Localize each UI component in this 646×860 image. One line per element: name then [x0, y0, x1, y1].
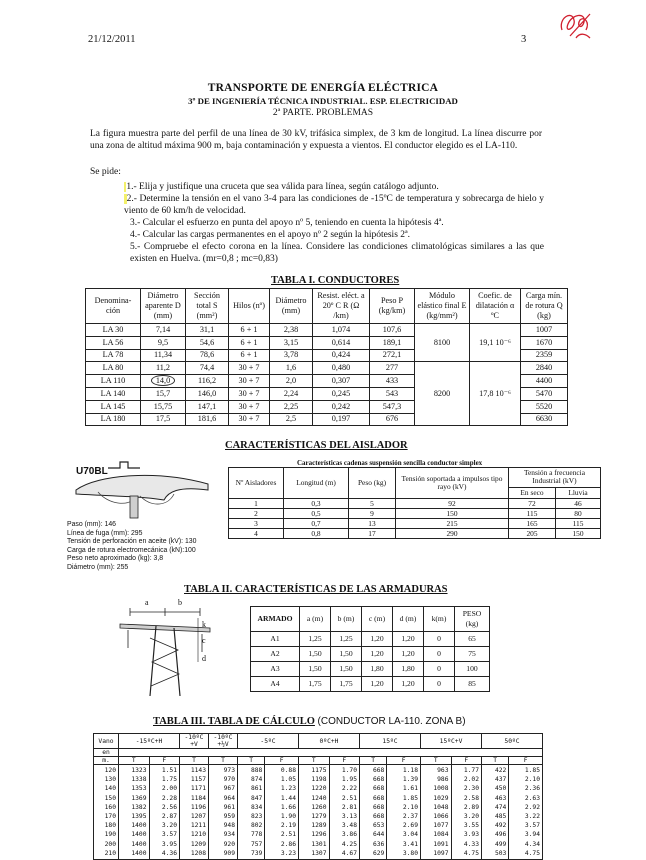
- table3-cell: 1382: [131, 803, 147, 811]
- table3-cell: 474: [494, 803, 507, 811]
- table3-cell: 3.23: [280, 849, 296, 857]
- table3-cell: 3.48: [341, 822, 357, 830]
- table3-column: [299, 765, 330, 860]
- table3-cell: 2.58: [463, 794, 479, 802]
- modulo-group-a: 8100: [415, 324, 470, 362]
- table-row: 4 0,8 17 290 205 150: [229, 529, 601, 539]
- table3-cell: 1029: [433, 794, 449, 802]
- table3-cell: 986: [437, 776, 449, 784]
- dim-label-k: k: [202, 620, 206, 629]
- table3-cell: 2.10: [524, 776, 540, 784]
- table3-cell: 847: [250, 794, 263, 802]
- document-date: 21/12/2011: [88, 34, 136, 45]
- table3-column: [421, 765, 452, 860]
- table3-cell: 1220: [311, 785, 327, 793]
- table3-cell: 861: [250, 785, 263, 793]
- table3-column: [387, 765, 421, 860]
- dim-label-d: d: [202, 654, 206, 663]
- course-title: TRANSPORTE DE ENERGÍA ELÉCTRICA: [207, 82, 439, 94]
- table3-cell: 1400: [131, 840, 147, 848]
- insulator-prop: Línea de fuga (mm): 295: [67, 529, 143, 537]
- question-5: 5.- Compruebe el efecto corona en la línea. Considere las condiciones climatológicas similares a las que existen en Huelva. (mr=0,8 ; mc=0,83): [130, 242, 544, 264]
- table3-cell: 1175: [311, 767, 327, 774]
- circled-value: 14,0: [151, 375, 175, 386]
- part-title: 2ª PARTE. PROBLEMAS: [272, 108, 374, 118]
- table3-cell: 3.04: [402, 831, 418, 839]
- table3-cell: 160: [104, 803, 116, 811]
- question-3: 3.- Calcular el esfuerzo en punta del apoyo nº 5, teniendo en cuenta la hipótesis 4ª.: [130, 218, 444, 228]
- table3-cell: 2.36: [524, 785, 540, 793]
- table3-cell: 909: [223, 849, 235, 857]
- crossarm-table: [250, 606, 490, 692]
- table3-cell: 1171: [190, 785, 206, 793]
- table-row: LA 80 11,2 74,4 30 + 7 1,6 0,480 277 8200 17,8 10⁻⁶ 2840: [86, 362, 568, 375]
- table3-cell: 1.18: [402, 767, 418, 774]
- table3-cell: 1084: [433, 831, 449, 839]
- table3-cell: 1369: [131, 794, 147, 802]
- table3-cell: 668: [372, 794, 385, 802]
- table3-cell: 668: [372, 785, 385, 793]
- table3-cell: 4.34: [524, 840, 540, 848]
- table-row: 3 0,7 13 215 165 115: [229, 519, 601, 529]
- table3-cell: 3.95: [161, 840, 177, 848]
- table-header-row: en: [94, 749, 543, 757]
- table3-cell: 2.92: [524, 803, 540, 811]
- table3-cell: 190: [104, 831, 116, 839]
- table3-column: [482, 765, 509, 860]
- col-header: Diámetro aparente D (mm): [141, 289, 186, 324]
- table3-cell: 1.66: [280, 803, 296, 811]
- table3-cell: 2.51: [341, 794, 357, 802]
- col-header: Denomina-ción: [86, 289, 141, 324]
- table3-cell: 1296: [311, 831, 327, 839]
- table3-cell: 1.85: [402, 794, 418, 802]
- table-row: LA 78 11,34 78,6 6 + 1 3,78 0,424 272,1 2359: [86, 349, 568, 362]
- table3-cell: 1.39: [402, 776, 418, 784]
- table3-cell: 1260: [311, 803, 327, 811]
- table3-cell: 2.51: [280, 831, 296, 839]
- table3-cell: 150: [104, 794, 116, 802]
- table3-cell: 140: [104, 785, 116, 793]
- table3-cell: 1.75: [161, 776, 177, 784]
- table3-column: [209, 765, 238, 860]
- table3-cell: 1400: [131, 831, 147, 839]
- insulator-section-title: CARACTERÍSTICAS DEL AISLADOR: [225, 440, 408, 451]
- table3-cell: 3.94: [524, 831, 540, 839]
- table3-cell: 2.89: [463, 803, 479, 811]
- table3-cell: 2.30: [463, 785, 479, 793]
- table3-cell: 3.86: [341, 831, 357, 839]
- table3-cell: 3.22: [524, 813, 540, 821]
- table3-cell: 959: [223, 813, 235, 821]
- table3-cell: 970: [223, 776, 235, 784]
- question-4: 4.- Calcular las cargas permanentes en el apoyo nº 2 según la hipótesis 2ª.: [130, 230, 411, 240]
- crossarm-diagram: [110, 598, 220, 698]
- table3-cell: 2.22: [341, 785, 357, 793]
- dim-label-b: b: [178, 598, 182, 607]
- table3-cell: 1184: [190, 794, 206, 802]
- table-row: A2 1,50 1,50 1,20 1,20 0 75: [251, 647, 490, 662]
- table3-column: [238, 765, 265, 860]
- insulator-prop: Tensión de perforación en aceite (kV): 130: [67, 538, 197, 545]
- col-header: Diámetro (mm): [270, 289, 313, 324]
- table3-cell: 1.77: [463, 767, 479, 774]
- table3-cell: 1.85: [524, 767, 540, 774]
- table3-cell: 1323: [131, 767, 147, 774]
- table3-cell: 1353: [131, 785, 147, 793]
- table3-cell: 485: [494, 813, 507, 821]
- table3-cell: 644: [372, 831, 385, 839]
- table3-cell: 450: [494, 785, 507, 793]
- table3-cell: 1.70: [341, 767, 357, 774]
- table3-cell: 2.00: [161, 785, 177, 793]
- table3-title-main: TABLA III. TABLA DE CÁLCULO: [153, 716, 315, 727]
- coef-group-a: 19,1 10⁻⁶: [470, 324, 521, 362]
- dim-label-c: c: [202, 636, 206, 645]
- question-2: 2.- Determine la tensión en el vano 3-4 para las condiciones de -15ºC de temperatura y sobrecarga de hielo y viento de 60 km/h de velocidad.: [124, 194, 545, 216]
- col-header: Hilos (nº): [229, 289, 270, 324]
- table-unit-row: m. T F T T T F T F T F T F T F: [94, 757, 543, 765]
- table3-cell: 2.02: [463, 776, 479, 784]
- table3-cell: 1208: [190, 849, 206, 857]
- col-header: Peso P (kg/km): [370, 289, 415, 324]
- table-row: A4 1,75 1,75 1,20 1,20 0 85: [251, 677, 490, 692]
- table3-cell: 964: [223, 794, 235, 802]
- insulator-model: U70BL: [76, 466, 108, 477]
- table3-cell: 4.75: [524, 849, 540, 857]
- table3-cell: 1097: [433, 849, 449, 857]
- table3-cell: 2.28: [161, 794, 177, 802]
- table3-cell: 4.25: [341, 840, 357, 848]
- table3-cell: 653: [372, 822, 385, 830]
- table3-cell: 3.41: [402, 840, 418, 848]
- insulator-prop: Paso (mm): 146: [67, 521, 117, 528]
- table3-cell: 834: [250, 803, 263, 811]
- col-header: Resist. eléct. a 20º C R (Ω /km): [313, 289, 370, 324]
- table-row: 2 0,5 9 150 115 80: [229, 509, 601, 519]
- insulator-prop: Peso neto aproximado (kg): 3,8: [67, 555, 164, 562]
- table3-cell: 1.95: [341, 776, 357, 784]
- table-row: LA 30 7,14 31,1 6 + 1 2,38 1,074 107,6 8100 19,1 10⁻⁶ 1007: [86, 324, 568, 337]
- table3-cell: 2.69: [402, 822, 418, 830]
- insulator-table-caption: Características cadenas suspensión sencilla conductor simplex: [297, 459, 483, 467]
- table3-cell: 2.10: [402, 803, 418, 811]
- table3-cell: 668: [372, 776, 385, 784]
- table3-cell: 963: [437, 767, 449, 774]
- table-row-selected: LA 110 14,0 116,2 30 + 7 2,0 0,307 433 4400: [86, 375, 568, 388]
- table3-cell: 1400: [131, 849, 147, 857]
- insulator-table: [228, 467, 601, 539]
- table3-cell: 1307: [311, 849, 327, 857]
- table3-cell: 1091: [433, 840, 449, 848]
- page-number: 3: [521, 34, 527, 45]
- coef-group-b: 17,8 10⁻⁶: [470, 362, 521, 426]
- insulator-prop: Carga de rotura electromecánica (kN):100: [67, 546, 196, 554]
- table3-cell: 802: [250, 822, 263, 830]
- table3-cell: 888: [250, 767, 263, 774]
- handwritten-signature: [556, 8, 596, 42]
- table3-cell: 496: [494, 831, 507, 839]
- table3-cell: 1008: [433, 785, 449, 793]
- table3-cell: 948: [223, 822, 235, 830]
- table3-cell: 4.36: [161, 849, 177, 857]
- table3-column: [451, 765, 482, 860]
- calculation-table: [93, 733, 543, 860]
- table3-cell: 668: [372, 767, 385, 774]
- col-header: Módulo elástico final E (kg/mm²): [415, 289, 470, 324]
- table3-column: [94, 765, 119, 860]
- table3-cell: 934: [223, 831, 235, 839]
- table3-cell: 1196: [190, 803, 206, 811]
- table3-cell: 2.56: [161, 803, 177, 811]
- table3-cell: 180: [104, 822, 116, 830]
- table3-cell: 120: [104, 767, 116, 774]
- table3-cell: 1198: [311, 776, 327, 784]
- table3-column: [265, 765, 299, 860]
- table3-cell: 2.86: [280, 840, 296, 848]
- table3-cell: 1.23: [280, 785, 296, 793]
- col-header: Sección total S (mm²): [186, 289, 229, 324]
- table-row: A1 1,25 1,25 1,20 1,20 0 65: [251, 632, 490, 647]
- table3-cell: 668: [372, 813, 385, 821]
- table-row: LA 56 9,5 54,6 6 + 1 3,15 0,614 189,1 1670: [86, 336, 568, 349]
- table3-cell: 1301: [311, 840, 327, 848]
- table3-cell: 629: [372, 849, 385, 857]
- table3-cell: 210: [104, 849, 116, 857]
- table3-cell: 463: [494, 794, 507, 802]
- table-row: LA 180 17,5 181,6 30 + 7 2,5 0,197 676 6630: [86, 413, 568, 426]
- insulator-prop: Diámetro (mm): 255: [67, 563, 129, 571]
- table3-cell: 1066: [433, 813, 449, 821]
- table3-cell: 3.57: [161, 831, 177, 839]
- table3-cell: 170: [104, 813, 116, 821]
- table3-cell: 1338: [131, 776, 147, 784]
- table3-column: [360, 765, 387, 860]
- table3-cell: 973: [223, 767, 235, 774]
- table3-cell: 636: [372, 840, 385, 848]
- table3-cell: 1077: [433, 822, 449, 830]
- table3-cell: 1395: [131, 813, 147, 821]
- table3-cell: 200: [104, 840, 116, 848]
- table3-cell: 2.87: [161, 813, 177, 821]
- table-header-row: ARMADO a (m) b (m) c (m) d (m) k(m) PESO (kg): [251, 607, 490, 632]
- table3-cell: 4.67: [341, 849, 357, 857]
- table3-column: [149, 765, 180, 860]
- table3-cell: 1.51: [161, 767, 177, 774]
- table3-cell: 823: [250, 813, 263, 821]
- table3-cell: 4.33: [463, 840, 479, 848]
- table-row: 1 0,3 5 92 72 46: [229, 499, 601, 509]
- table3-title-sub: (CONDUCTOR LA-110. ZONA B): [317, 716, 466, 727]
- table3-cell: 3.93: [463, 831, 479, 839]
- table3-cell: 1279: [311, 813, 327, 821]
- table3-cell: 1.05: [280, 776, 296, 784]
- table3-cell: 1143: [190, 767, 206, 774]
- table-row: LA 145 15,75 147,1 30 + 7 2,25 0,242 547,3 5520: [86, 400, 568, 413]
- table3-cell: 492: [494, 822, 507, 830]
- conductors-table: [85, 288, 568, 426]
- table3-cell: 967: [223, 785, 235, 793]
- table2-title: TABLA II. CARACTERÍSTICAS DE LAS ARMADURAS: [184, 584, 448, 595]
- table3-cell: 1210: [190, 831, 206, 839]
- table3-cell: 874: [250, 776, 263, 784]
- table3-cell: 1207: [190, 813, 206, 821]
- col-header: Carga mín. de rotura Q (kg): [521, 289, 568, 324]
- table3-cell: 1240: [311, 794, 327, 802]
- table3-cell: 3.13: [341, 813, 357, 821]
- dim-label-a: a: [145, 598, 149, 607]
- table3-cell: 778: [250, 831, 263, 839]
- table3-cell: 757: [250, 840, 263, 848]
- table3-column: [509, 765, 543, 860]
- table3-cell: 1209: [190, 840, 206, 848]
- col-header: Coefic. de dilatación α ºC: [470, 289, 521, 324]
- insulator-properties: [67, 521, 196, 572]
- table3-cell: 2.81: [341, 803, 357, 811]
- course-subtitle: 3º DE INGENIERÍA TÉCNICA INDUSTRIAL. ESP. ELECTRICIDAD: [188, 96, 458, 106]
- table3-cell: 1.61: [402, 785, 418, 793]
- table3-cell: 920: [223, 840, 235, 848]
- modulo-group-b: 8200: [415, 362, 470, 426]
- table3-cell: 3.20: [463, 813, 479, 821]
- table3-cell: 422: [494, 767, 507, 774]
- table-header-row: En seco Lluvia: [229, 487, 601, 498]
- table-header-row: Vano -15ºC+H -10ºC +V -10ºC +½V -5ºC 0ºC+H 15ºC 15ºC+V 50ºC: [94, 734, 543, 749]
- table3-cell: 668: [372, 803, 385, 811]
- table-body: [94, 765, 543, 860]
- table3-cell: 4.75: [463, 849, 479, 857]
- table-row: LA 140 15,7 146,0 30 + 7 2,24 0,245 543 5470: [86, 387, 568, 400]
- insulator-drawing: [68, 456, 218, 522]
- table3-cell: 1.90: [280, 813, 296, 821]
- table3-cell: 1211: [190, 822, 206, 830]
- table3-cell: 3.55: [463, 822, 479, 830]
- table3-cell: 437: [494, 776, 507, 784]
- table3-cell: 3.20: [161, 822, 177, 830]
- question-1: 1.- Elija y justifique una cruceta que sea válida para línea, según catálogo adjunto.: [124, 181, 544, 193]
- table3-column: [180, 765, 209, 860]
- table3-cell: 2.63: [524, 794, 540, 802]
- table3-cell: 3.57: [524, 822, 540, 830]
- se-pide-label: Se pide:: [90, 167, 121, 177]
- table3-cell: 961: [223, 803, 235, 811]
- table3-cell: 503: [494, 849, 507, 857]
- table3-title: [153, 716, 466, 727]
- table3-cell: 1289: [311, 822, 327, 830]
- table3-column: [329, 765, 360, 860]
- table3-cell: 2.19: [280, 822, 296, 830]
- table-header-row: [86, 289, 568, 324]
- table3-cell: 1.44: [280, 794, 296, 802]
- table3-cell: 1400: [131, 822, 147, 830]
- table3-cell: 2.37: [402, 813, 418, 821]
- table3-cell: 1157: [190, 776, 206, 784]
- table3-cell: 739: [250, 849, 263, 857]
- table3-cell: 499: [494, 840, 507, 848]
- table1-title: TABLA I. CONDUCTORES: [271, 275, 400, 286]
- table3-cell: 130: [104, 776, 116, 784]
- table3-cell: 0.88: [280, 767, 296, 774]
- table3-cell: 1048: [433, 803, 449, 811]
- table-row: A3 1,50 1,50 1,80 1,80 0 100: [251, 662, 490, 677]
- table-header-row: Nº Aisladores Longitud (m) Peso (kg) Tensión soportada a impulsos tipo rayo (kV) Tensión a frecuencia Industrial (kV): [229, 468, 601, 488]
- table3-column: [119, 765, 150, 860]
- problem-statement: La figura muestra parte del perfil de una línea de 30 kV, trifásica simplex, de 3 km de longitud. La línea discurre por una zona de altitud máxima 900 m, baja contaminación y expuesta a vientos. El conductor elegido es el LA-110.: [90, 129, 542, 151]
- table3-cell: 3.80: [402, 849, 418, 857]
